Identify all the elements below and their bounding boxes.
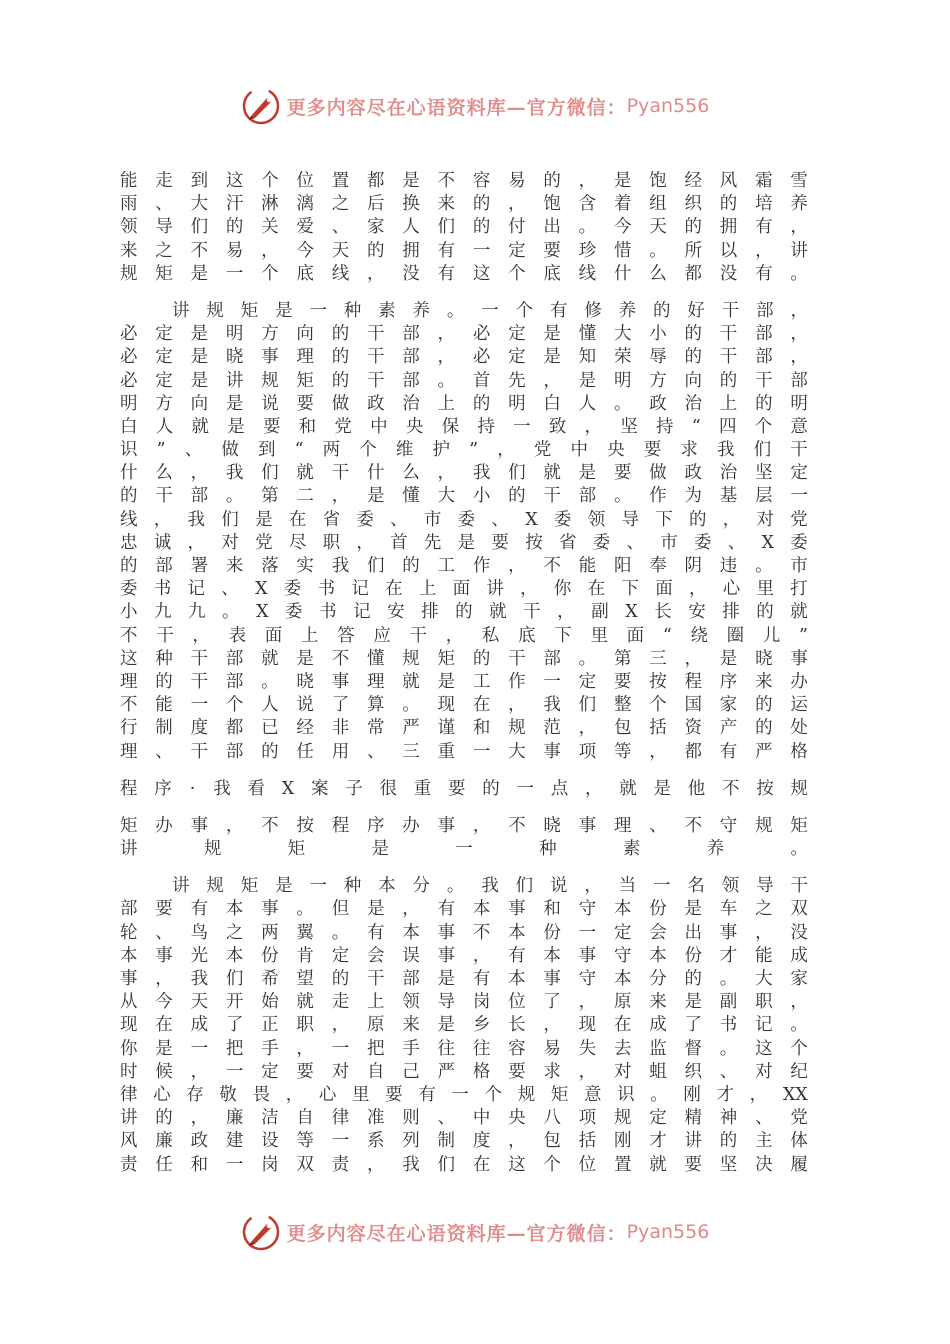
paragraph <box>120 815 808 861</box>
paragraph <box>120 170 808 286</box>
text-line: 识 ” 、 做 到 “ 两 个 维 护 ” ， 党 中 央 要 求 我 们 干 <box>120 440 808 461</box>
text-line: 行 制 度 都 已 经 非 常 严 谨 和 规 范 ， 包 括 资 产 的 处 <box>120 718 808 739</box>
text-line: 不 能 一 个 人 说 了 算 。 现 在 ， 我 们 整 个 国 家 的 运 <box>120 695 808 716</box>
text-line: 忠 诚 ， 对 党 尽 职 ， 首 先 是 要 按 省 委 、 市 委 、 X 委 <box>120 532 808 553</box>
text-line: 规 矩 是 一 个 底 线 ， 没 有 这 个 底 线 什 么 都 没 有 。 <box>120 263 808 284</box>
text-line: 风 廉 政 建 设 等 一 系 列 制 度 ， 包 括 刚 才 讲 的 主 体 <box>120 1131 808 1152</box>
text-line: 白 人 就 是 要 和 党 中 央 保 持 一 致 ， 坚 持 “ 四 个 意 <box>120 416 808 437</box>
text-line: 什 么 ， 我 们 就 干 什 么 ， 我 们 就 是 要 做 政 治 坚 定 <box>120 463 808 484</box>
text-line: 从 今 天 开 始 就 走 上 领 导 岗 位 了 ， 原 来 是 副 职 ， <box>120 992 808 1013</box>
header-banner <box>0 84 950 128</box>
text-line: 这 种 干 部 就 是 不 懂 规 矩 的 干 部 。 第 三 ， 是 晓 事 <box>120 648 808 669</box>
pen-logo-icon <box>241 1212 281 1252</box>
text-line: 理 、 干 部 的 任 用 、 三 重 一 大 事 项 等 ， 都 有 严 格 <box>120 741 808 762</box>
text-line: 能 走 到 这 个 位 置 都 是 不 容 易 的 ， 是 饱 经 风 霜 雪 <box>120 171 808 191</box>
text-line: 必 定 是 晓 事 理 的 干 部 ， 必 定 是 知 荣 辱 的 干 部 ， <box>120 347 808 368</box>
document-body <box>120 170 808 1177</box>
text-line: 时 候 ， 一 定 要 对 自 己 严 格 要 求 ， 对 蛆 织 、 对 纪 <box>120 1061 808 1082</box>
banner-text: 更多内容尽在心语资料库—官方微信： <box>286 1222 627 1245</box>
text-line: 必 定 是 明 方 向 的 干 部 ， 必 定 是 懂 大 小 的 干 部 ， <box>120 324 808 345</box>
text-line: 理 的 干 部 。 晓 事 理 就 是 工 作 一 定 要 按 程 序 来 办 <box>120 671 808 692</box>
footer-banner <box>0 1210 950 1254</box>
text-line: 你 是 一 把 手 ， 一 把 手 往 往 容 易 失 去 监 督 。 这 个 <box>120 1038 808 1059</box>
text-line: 部 要 有 本 事 。 但 是 ， 有 本 事 和 守 本 份 是 车 之 双 <box>120 899 808 920</box>
text-line: 讲 规 矩 是 一 种 素 养 。 <box>120 839 808 860</box>
text-line: 的 部 署 来 落 实 我 们 的 工 作 ， 不 能 阳 奉 阴 违 。 市 <box>120 556 808 576</box>
text-line: 线 ， 我 们 是 在 省 委 、 市 委 、 X 委 领 导 下 的 ， 对 党 <box>120 509 808 530</box>
paragraph <box>120 300 808 764</box>
text-line: 明 方 向 是 说 要 做 政 治 上 的 明 白 人 。 政 治 上 的 明 <box>120 393 808 414</box>
text-line: 雨 、 大 汗 淋 漓 之 后 换 来 的 ， 饱 含 着 组 织 的 培 养 <box>120 194 808 215</box>
text-line: 本 事 光 本 份 肯 定 会 误 事 ， 有 本 事 守 本 份 才 能 成 <box>120 945 808 966</box>
banner-wechat-id: Pyan556 <box>626 1221 710 1243</box>
text-line: 讲 规 矩 是 一 种 素 养 。 一 个 有 修 养 的 好 干 部 ， <box>172 300 808 321</box>
text-line: 律 心 存 敬 畏 ， 心 里 要 有 一 个 规 矩 意 识 。 刚 才 ， XX <box>120 1084 808 1105</box>
text-line: 的 干 部 。 第 二 ， 是 懂 大 小 的 干 部 。 作 为 基 层 一 <box>120 486 808 507</box>
text-line: 小 九 九 。 X 委 书 记 安 排 的 就 干 ， 副 X 长 安 排 的 就 <box>120 602 808 623</box>
text-line: 讲 的 ， 廉 洁 自 律 准 则 、 中 央 八 项 规 定 精 神 、 党 <box>120 1108 808 1129</box>
text-line: 不 干 ， 表 面 上 答 应 干 ， 私 底 下 里 面 “ 绕 圈 儿 ” <box>120 625 808 646</box>
text-line: 责 任 和 一 岗 双 责 ， 我 们 在 这 个 位 置 就 要 坚 决 履 <box>120 1154 808 1175</box>
text-line: 来 之 不 易 ， 今 天 的 拥 有 一 定 要 珍 惜 。 所 以 ， 讲 <box>120 240 808 261</box>
paragraph <box>120 875 808 1176</box>
text-line: 讲 规 矩 是 一 种 本 分 。 我 们 说 ， 当 一 名 领 导 干 <box>172 876 808 897</box>
banner-text: 更多内容尽在心语资料库—官方微信： <box>286 96 627 119</box>
text-line: 事 ， 我 们 希 望 的 干 部 是 有 本 事 守 本 分 的 。 大 家 <box>120 969 808 989</box>
text-line: 领 导 们 的 关 爱 、 家 人 们 的 付 出 。 今 天 的 拥 有 ， <box>120 217 808 238</box>
paragraph <box>120 778 808 801</box>
text-line: 现 在 成 了 正 职 ， 原 来 是 乡 长 ， 现 在 成 了 书 记 。 <box>120 1015 808 1036</box>
text-line: 委 书 记 、 X 委 书 记 在 上 面 讲 ， 你 在 下 面 ， 心 里 打 <box>120 579 808 600</box>
pen-logo-icon <box>241 86 281 126</box>
text-line: 程 序 · 我 看 X 案 子 很 重 要 的 一 点 ， 就 是 他 不 按 规 <box>120 778 808 799</box>
text-line: 必 定 是 讲 规 矩 的 干 部 。 首 先 ， 是 明 方 向 的 干 部 <box>120 370 808 391</box>
text-line: 轮 、 鸟 之 两 翼 。 有 本 事 不 本 份 一 定 会 出 事 ， 没 <box>120 922 808 943</box>
text-line: 矩 办 事 ， 不 按 程 序 办 事 ， 不 晓 事 理 、 不 守 规 矩 <box>120 815 808 836</box>
banner-wechat-id: Pyan556 <box>626 95 710 117</box>
